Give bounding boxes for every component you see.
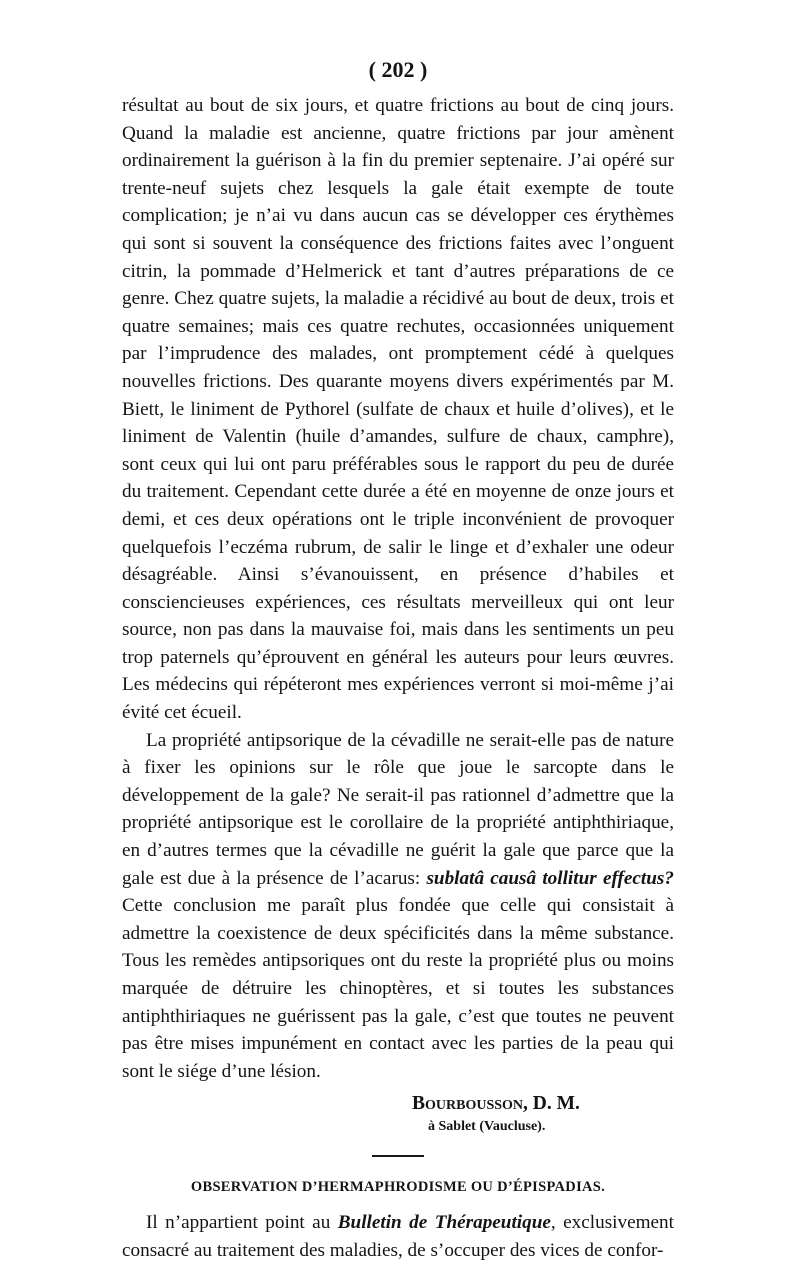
author-location: à Sablet (Vaucluse). bbox=[428, 1119, 546, 1135]
latin-maxim: sublatâ causâ tollitur effectus? bbox=[426, 867, 674, 889]
paragraph-1: résultat au bout de six jours, et quatre frictions au bout de cinq jours. Quand la maladie est ancienne, quatre frictions par jour amènent ordinairement la guérison à la fin du premier septenaire. J’ai opéré sur trente-neuf sujets chez lesquels la gale était exempte de toute complication; je n’ai vu dans aucun cas se développer ces érythèmes qui sont si souvent la conséquence des frictions faites avec l’onguent citrin, la pommade d’Helmerick et tant d’autres préparations de ce genre. Chez quatre sujets, la maladie a récidivé au bout de deux, trois et quatre semaines; mais ces quatre rechutes, occasionnées uniquement par l’imprudence des malades, ont promptement cédé à quelques nouvelles frictions. Des quarante moyens divers expérimentés par M. Biett, le liniment de Pythorel (sulfate de chaux et huile d’olives), et le liniment de Valentin (huile d’amandes, sulfure de chaux, camphre), sont ceux qui lui ont paru préférables sous le rapport du peu de durée du traitement. Cependant cette durée a été en moyenne de onze jours et demi, et ces deux opérations ont le triple inconvénient de provoquer quelquefois l’eczéma rubrum, de salir le linge et d’exhaler une odeur désagréable. Ainsi s’évanouissent, en présence d’habiles et consciencieuses expériences, ces résultats merveilleux qui ont leur source, non pas dans la mauvaise foi, mais dans les sentiments un peu trop paternels qu’éprouvent en général les auteurs pour leurs œuvres. Les médecins qui répéteront mes expériences verront si moi-même j’ai évité cet écueil. bbox=[122, 95, 674, 724]
author-title: , D. M. bbox=[523, 1093, 580, 1115]
page-number: ( 202 ) bbox=[368, 57, 428, 82]
paragraph-2 bbox=[122, 727, 674, 1086]
author-signature bbox=[412, 1091, 674, 1117]
author-name: Bourbousson bbox=[412, 1093, 524, 1115]
lead-text-a: Il n’appartient point au bbox=[146, 1212, 338, 1234]
document-page bbox=[122, 56, 674, 1265]
paragraph-2-text-b: Cette conclusion me paraît plus fondée que celle qui consistait à admettre la coexistence de deux spécificités dans la même substance. Tous les remèdes antipsoriques ont du reste la propriété plus ou moins marquée de détruire les chinoptères, et si toutes les substances antiphthiriaques ne guérissent pas la gale, c’est que toutes ne peuvent pas être mises impunément en contact avec les parties de la peau qui sont le siége d’une lésion. bbox=[122, 895, 674, 1082]
section-title: OBSERVATION D’HERMAPHRODISME OU D’ÉPISPADIAS. bbox=[190, 1179, 606, 1196]
section-lead-paragraph bbox=[122, 1209, 674, 1264]
paragraph-2-text-a: La propriété antipsorique de la cévadille ne serait-elle pas de nature à fixer les opinions sur le rôle que joue le sarcopte dans le développement de la gale? Ne serait-il pas rationnel d’admettre que la propriété antipsorique est le corollaire de la propriété antiphthiriaque, en d’autres termes que la cévadille ne guérit la gale que parce que la gale est due à la présence de l’acarus: bbox=[122, 729, 674, 889]
section-divider bbox=[372, 1155, 424, 1157]
journal-title: Bulletin de Thérapeutique bbox=[337, 1212, 551, 1234]
lead-text-b: , exclusivement consacré au traitement des maladies, de s’occuper des vices de confor- bbox=[122, 1212, 674, 1261]
